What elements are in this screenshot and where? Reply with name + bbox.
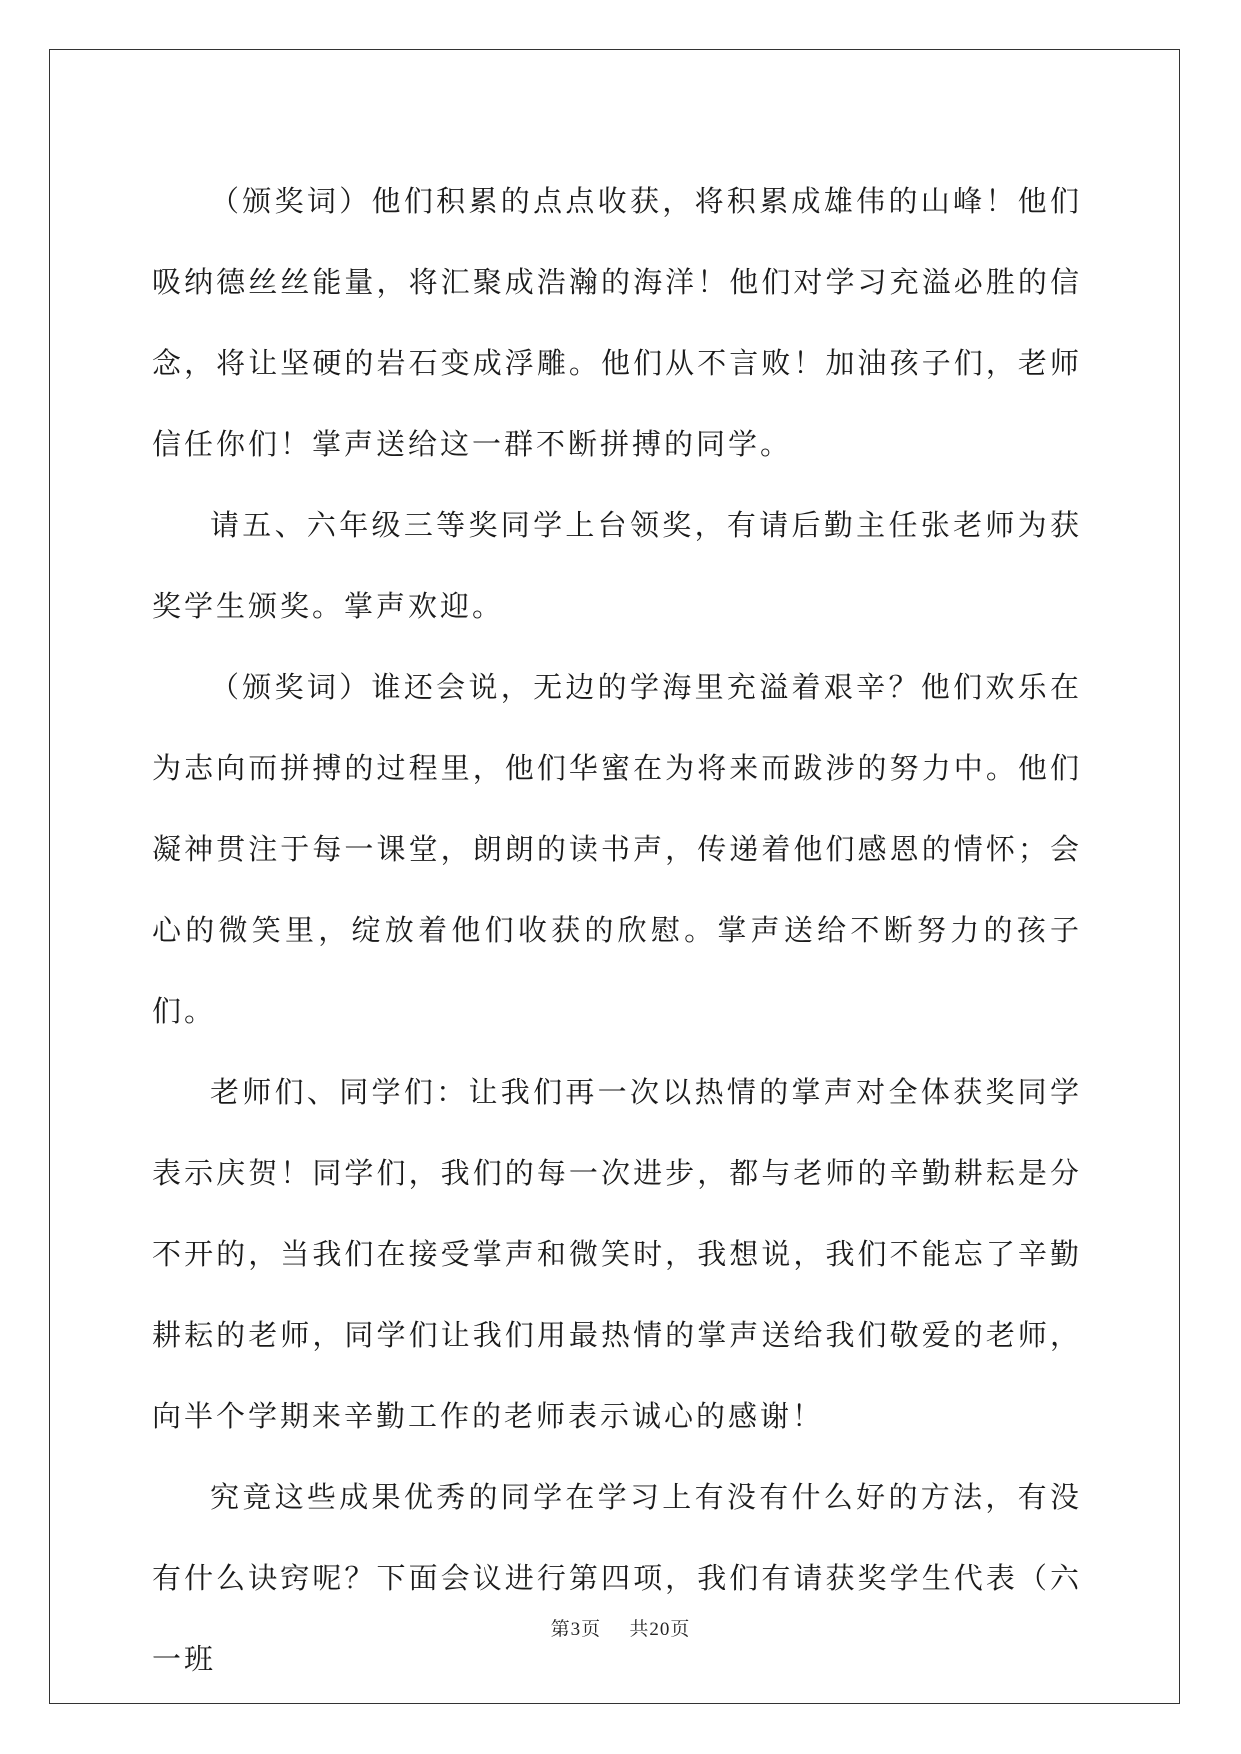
current-page-number: 3 bbox=[570, 1619, 582, 1640]
document-body bbox=[152, 161, 1082, 1700]
paragraph-third-prize-invite: 请五、六年级三等奖同学上台领奖，有请后勤主任张老师为获奖学生颁奖。掌声欢迎。 bbox=[152, 508, 1082, 623]
paragraph-thanks-teachers: 老师们、同学们：让我们再一次以热情的掌声对全体获奖同学表示庆贺！同学们，我们的每一次进步，都与老师的辛勤耕耘是分不开的，当我们在接受掌声和微笑时，我想说，我们不能忘了辛勤耕耘的老师，同学们让我们用最热情的掌声送给我们敬爱的老师，向半个学期来辛勤工作的老师表示诚心的感谢！ bbox=[152, 1075, 1082, 1433]
page-footer bbox=[0, 1614, 1241, 1641]
paragraph-student-representative: 究竟这些成果优秀的同学在学习上有没有什么好的方法，有没有什么诀窍呢？下面会议进行第四项，我们有请获奖学生代表（六一班 bbox=[152, 1480, 1082, 1676]
paragraph-award-speech-2: （颁奖词）谁还会说，无边的学海里充溢着艰辛？他们欢乐在为志向而拼搏的过程里，他们华蜜在为将来而跋涉的努力中。他们凝神贯注于每一课堂，朗朗的读书声，传递着他们感恩的情怀；会心的微笑里，绽放着他们收获的欣慰。掌声送给不断努力的孩子们。 bbox=[152, 670, 1082, 1028]
total-pages-number: 20 bbox=[649, 1619, 671, 1640]
page-prefix: 第 bbox=[550, 1618, 571, 1640]
total-prefix: 共 bbox=[629, 1618, 650, 1640]
paragraph-award-speech-1: （颁奖词）他们积累的点点收获，将积累成雄伟的山峰！他们吸纳德丝丝能量，将汇聚成浩瀚的海洋！他们对学习充溢必胜的信念，将让坚硬的岩石变成浮雕。他们从不言败！加油孩子们，老师信任你们！掌声送给这一群不断拼搏的同学。 bbox=[152, 184, 1082, 461]
page-suffix: 页 bbox=[581, 1618, 602, 1640]
total-suffix: 页 bbox=[670, 1618, 691, 1640]
